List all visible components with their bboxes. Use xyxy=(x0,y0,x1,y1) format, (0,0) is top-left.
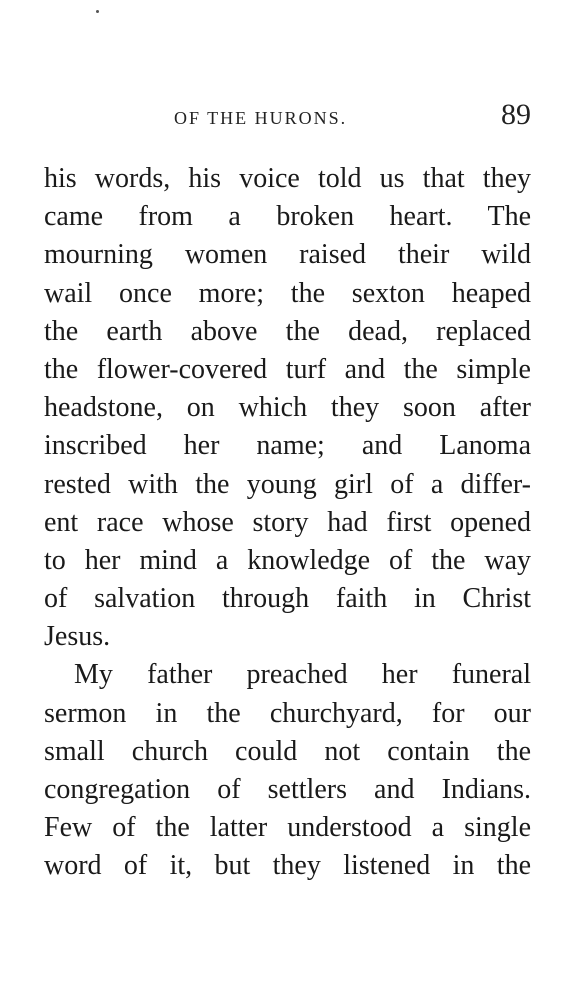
text-line: of salvation through faith in Christ xyxy=(44,583,531,615)
body-text xyxy=(44,160,531,886)
text-line: mourning women raised their wild xyxy=(44,239,531,271)
text-line-paragraph-end: Jesus. xyxy=(44,621,111,653)
text-line: to her mind a knowledge of the way xyxy=(44,544,531,576)
text-line: congregation of settlers and Indians. xyxy=(44,774,531,805)
text-line: word of it, but they listened in the xyxy=(44,850,531,882)
text-line: headstone, on which they soon after xyxy=(44,392,531,424)
text-line: his words, his voice told us that they xyxy=(44,163,531,194)
text-line: the earth above the dead, replaced xyxy=(44,315,531,347)
text-line: inscribed her name; and Lanoma xyxy=(44,430,531,462)
text-line: Few of the latter understood a single xyxy=(44,812,531,844)
text-line: sermon in the churchyard, for our xyxy=(44,697,531,729)
text-line: came from a broken heart. The xyxy=(44,201,531,233)
text-line: small church could not contain the xyxy=(44,735,531,767)
text-line: ent race whose story had first opened xyxy=(44,506,531,538)
running-head xyxy=(44,98,531,138)
text-line: rested with the young girl of a differ- xyxy=(44,468,531,500)
text-line-paragraph-start: My father preached her funeral xyxy=(74,659,531,691)
running-title: OF THE HURONS. xyxy=(174,108,348,128)
text-line: wail once more; the sexton heaped xyxy=(44,277,531,309)
page-number: 89 xyxy=(501,98,531,131)
paper-speck xyxy=(96,10,99,13)
text-line: the flower-covered turf and the simple xyxy=(44,353,531,385)
